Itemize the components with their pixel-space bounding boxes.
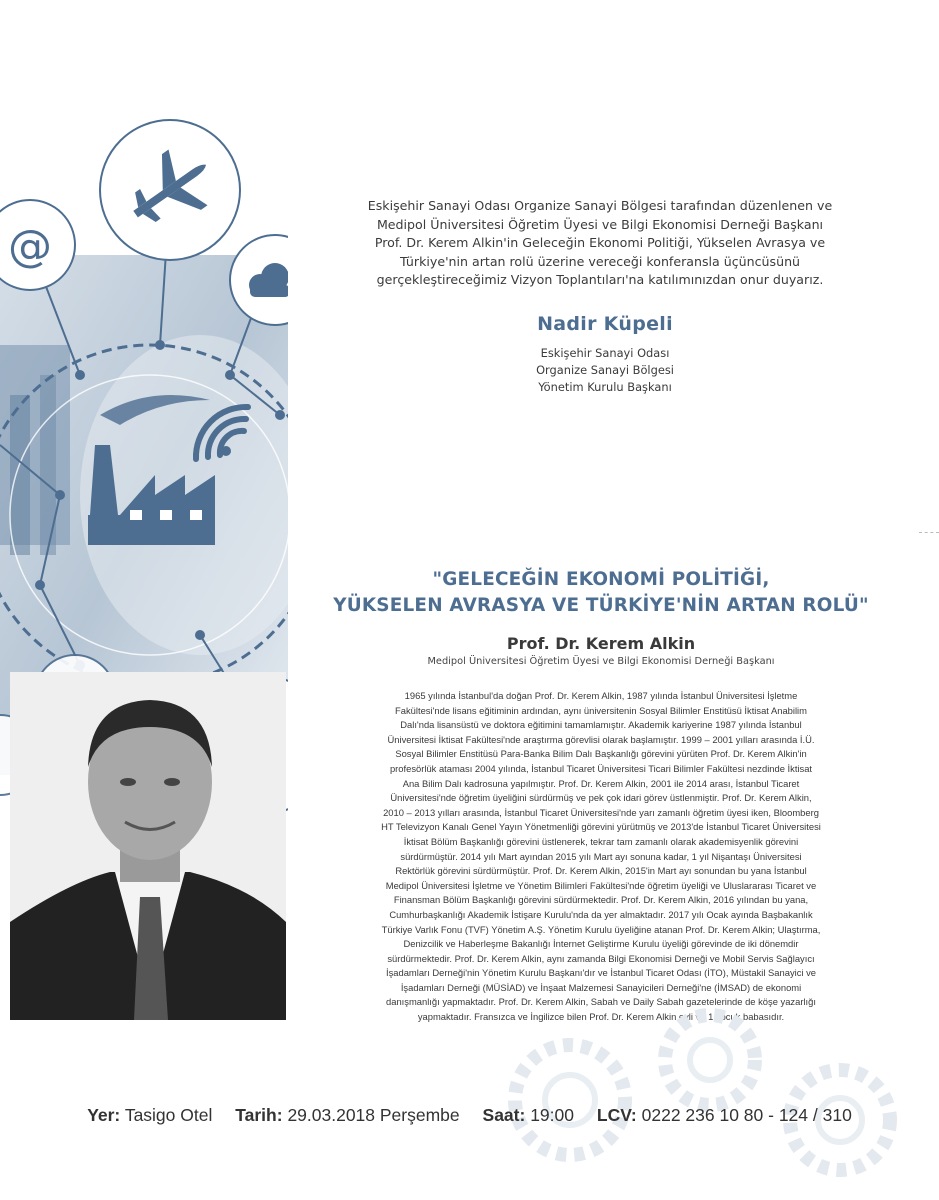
bio-line: İşadamları Derneği'nin Yönetim Kurulu Başkanı'dır ve İstanbul Ticaret Odası (İTO), Müstakil Sanayici ve <box>386 967 816 979</box>
bio-line: HT Televizyon Kanalı Genel Yayın Yönetmenliği görevini yürütmüş ve 2013'de İstanbul Ticaret Üniversitesi <box>381 821 821 833</box>
speaker-block <box>300 634 902 667</box>
invitation-text <box>330 197 870 290</box>
signer-block <box>455 313 755 396</box>
speaker-biography <box>328 689 874 1025</box>
signer-title-line: Organize Sanayi Bölgesi <box>536 363 674 377</box>
intro-line: Medipol Üniversitesi Öğretim Üyesi ve Bilgi Ekonomisi Derneği Başkanı <box>376 216 824 232</box>
bio-line: Üniversitesi'nde öğretim üyeliğini sürdürmüş ve pek çok idari görev üstlenmiştir. Prof. Dr. Kerem Alkin, <box>390 792 812 804</box>
speaker-name: Prof. Dr. Kerem Alkin <box>506 634 696 653</box>
event-title-line: YÜKSELEN AVRASYA VE TÜRKİYE'NİN ARTAN ROLÜ" <box>333 595 869 616</box>
bio-line: Medipol Üniversitesi İşletme ve Yönetim Bilimleri Fakültesi'nde öğretim üyeliği ve Uluslararası Ticaret ve <box>385 879 817 891</box>
bio-line: sürdürmüştür. 2014 yılı Mart ayından 2015 yılı Mart ayı sonuna kadar, 1 yıl Nişantaşı Üniversitesi <box>400 850 802 862</box>
bio-line: Türkiye Varlık Fonu (TVF) Yönetim A.Ş. Yönetim Kurulu üyeliğine atanan Prof. Dr. Kerem Alkin; Ulaştırma, <box>381 923 821 935</box>
left-illustration <box>0 115 288 1020</box>
intro-line: gerçekleştireceğimiz Vizyon Toplantıları'na katılımınızdan onur duyarız. <box>376 272 824 287</box>
bio-line: Ana Bilim Dalı kadrosuna yapılmıştır. Prof. Dr. Kerem Alkin, 2001 ile 2014 arası, İstanbul Ticaret <box>402 777 800 789</box>
divider <box>919 532 939 533</box>
bio-line: Denizcilik ve Haberleşme Bakanlığı İnternet Geliştirme Kurulu üyeliği görevinde de iki dönemdir <box>403 938 799 950</box>
date: Tarih: 29.03.2018 Perşembe <box>235 1105 460 1125</box>
bio-line: İktisat Bölüm Başkanlığı görevini üstlenerek, tekrar tam zamanlı olarak akademisyenlik görevini <box>403 835 799 847</box>
intro-line: Prof. Dr. Kerem Alkin'in Geleceğin Ekonomi Politiği, Yükselen Avrasya ve <box>374 235 826 250</box>
bio-line: sürdürmektedir. Prof. Dr. Kerem Alkin, aynı zamanda Bilgi Ekonomisi Derneği ve Mobil Servis Sağlayıcı <box>387 952 815 964</box>
bio-line: Cumhurbaşkanlığı Akademik İstişare Kurulu'nda da yer almaktadır. 2017 yılı Ocak ayında Başbakanlık <box>389 908 813 920</box>
intro-line: Eskişehir Sanayi Odası Organize Sanayi Bölgesi tarafından düzenlenen ve <box>367 198 833 213</box>
bio-line: 1965 yılında İstanbul'da doğan Prof. Dr. Kerem Alkin, 1987 yılında İstanbul Üniversitesi İşletme <box>404 690 798 701</box>
gears-icon <box>480 990 930 1190</box>
bio-line: Finansman Bölüm Başkanlığı görevini sürdürmektedir. Prof. Dr. Kerem Alkin, 2016 yılından bu yana, <box>393 894 809 906</box>
bio-line: yapmaktadır. Fransızca ve İngilizce bilen Prof. Dr. Kerem Alkin evli ve 1 çocuk babasıdır. <box>417 1011 785 1023</box>
bio-line: Sosyal Bilimler Enstitüsü Para-Banka Bilim Dalı Başkanlığı görevini yürüten Prof. Dr. Kerem Alkin'in <box>395 748 807 760</box>
event-title-line: "GELECEĞİN EKONOMİ POLİTİĞİ, <box>432 569 770 590</box>
venue: Yer: Tasigo Otel <box>87 1105 213 1125</box>
event-title <box>300 567 902 619</box>
bio-line: 2010 – 2013 yılları arasında, İstanbul Ticaret Üniversitesi'nde yarı zamanlı öğretim üyesi iken, Bloomberg <box>383 806 819 818</box>
bio-line: Dalı'nda lisansüstü ve doktora eğitimini tamamlamıştır. Akademik kariyerine 1987 yılında İstanbul <box>400 719 802 731</box>
at-icon: @ <box>8 221 52 272</box>
bio-line: danışmanlığı yapmaktadır. Prof. Dr. Kerem Alkin, Sabah ve Daily Sabah gazetelerinde de köşe yazarlığı <box>386 996 816 1008</box>
speaker-role: Medipol Üniversitesi Öğretim Üyesi ve Bilgi Ekonomisi Derneği Başkanı <box>427 656 775 667</box>
rsvp: LCV: 0222 236 10 80 - 124 / 310 <box>596 1105 852 1125</box>
signer-title-line: Yönetim Kurulu Başkanı <box>538 380 672 394</box>
bio-line: Fakültesi'nde lisans eğitiminin ardından, aynı üniversitenin Sosyal Bilimler Enstitüsü İktisat Anabilim <box>395 704 807 716</box>
bio-line: Üniversitesi İktisat Fakültesi'nde araştırma görevlisi olarak başlamıştır. 1999 – 2001 yılları arasında İ.Ü. <box>387 733 815 745</box>
bio-line: Rektörlük görevini sürdürmüştür. Prof. Dr. Kerem Alkin, 2015'in Mart ayı sonundan bu yana İstanbul <box>395 865 807 877</box>
speaker-photo <box>10 672 286 1020</box>
event-details <box>0 1105 939 1126</box>
signer-title-line: Eskişehir Sanayi Odası <box>540 346 670 360</box>
time: Saat: 19:00 <box>482 1105 574 1125</box>
speaker-portrait <box>10 672 286 1020</box>
signer-name: Nadir Küpeli <box>537 313 673 335</box>
bio-line: İşadamları Derneği (MÜSİAD) ve İnşaat Malzemesi Sanayicileri Derneği'ne (İMSAD) de ekonomi <box>400 981 802 993</box>
bio-line: profesörlük ataması 2004 yılında, İstanbul Ticaret Üniversitesi Ticari Bilimler Fakültesi nezdinde İktisat <box>389 762 813 774</box>
intro-line: Türkiye'nin artan rolü üzerine vereceği konferansla üçüncüsünü <box>399 253 801 269</box>
